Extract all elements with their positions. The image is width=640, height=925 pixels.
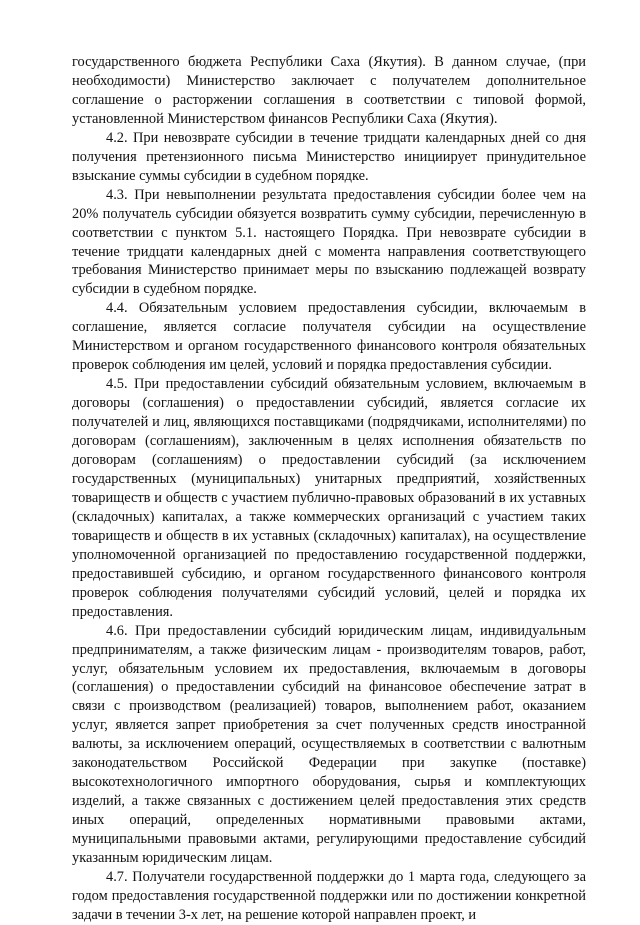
paragraph-4-5: 4.5. При предоставлении субсидий обязательным условием, включаемым в договоры (соглашения) о предоставлении субсидий, является согласие их получателей и лиц, являющихся поставщиками (подрядчиками, исполнителями) по договорам (соглашениям), заключенным в целях исполнения обязательств по договорам (соглашениям) о предоставлении субсидий (за исключением государственных (муниципальных) унитарных предприятий, хозяйственных товариществ и обществ с участием публично-правовых образований в их уставных (складочных) капиталах, а также коммерческих организаций с участием таких товариществ и обществ в их уставных (складочных) капиталах), на осуществление уполномоченной организацией по предоставлению государственной поддержки, предоставившей субсидию, и органом государственного финансового контроля проверок соблюдения получателями субсидий условий, целей и порядка их предоставления. [72, 376, 586, 620]
paragraph-continuation: государственного бюджета Республики Саха (Якутия). В данном случае, (при необходимости) Министерство заключает с получателем дополнительное соглашение о расторжении соглашения в соответствии с типовой формой, установленной Министерством финансов Республики Саха (Якутия). [72, 54, 586, 127]
paragraph-4-4: 4.4. Обязательным условием предоставления субсидии, включаемым в соглашение, является согласие получателя субсидии на осуществление Министерством и органом государственного финансового контроля обязательных проверок соблюдения им целей, условий и порядка предоставления субсидии. [72, 300, 586, 374]
paragraph-4-6: 4.6. При предоставлении субсидий юридическим лицам, индивидуальным предпринимателям, а также физическим лицам - производителям товаров, работ, услуг, обязательным условием их предоставления, включаемым в договоры (соглашения) о предоставлении субсидий на финансовое обеспечение затрат в связи с производством (реализацией) товаров, выполнением работ, оказанием услуг, является запрет приобретения за счет полученных средств иностранной валюты, за исключением операций, осуществляемых в соответствии с валютным законодательством Российской Федерации при закупке (поставке) высокотехнологичного импортного оборудования, сырья и комплектующих изделий, а также связанных с достижением целей предоставления этих средств иных операций, определенных нормативными правовыми актами, муниципальными правовыми актами, регулирующими предоставление субсидий указанным юридическим лицам. [72, 622, 586, 867]
paragraph-4-2: 4.2. При невозврате субсидии в течение тридцати календарных дней со дня получения претензионного письма Министерство инициирует принудительное взыскание суммы субсидии в судебном порядке. [72, 129, 586, 184]
paragraph-4-3: 4.3. При невыполнении результата предоставления субсидии более чем на 20% получатель субсидии обязуется возвратить сумму субсидии, перечисленную в соответствии с пунктом 5.1. настоящего Порядка. При невозврате субсидии в течение тридцати календарных дней с момента направления соответствующего требования Министерство принимает меры по взысканию подлежащей возврату субсидии в судебном порядке. [72, 186, 586, 298]
paragraph-4-7: 4.7. Получатели государственной поддержки до 1 марта года, следующего за годом предоставления государственной поддержки или по достижении конкретной задачи в течении 3-х лет, на решение которой направлен проект, и [72, 868, 586, 923]
document-body [72, 53, 586, 925]
